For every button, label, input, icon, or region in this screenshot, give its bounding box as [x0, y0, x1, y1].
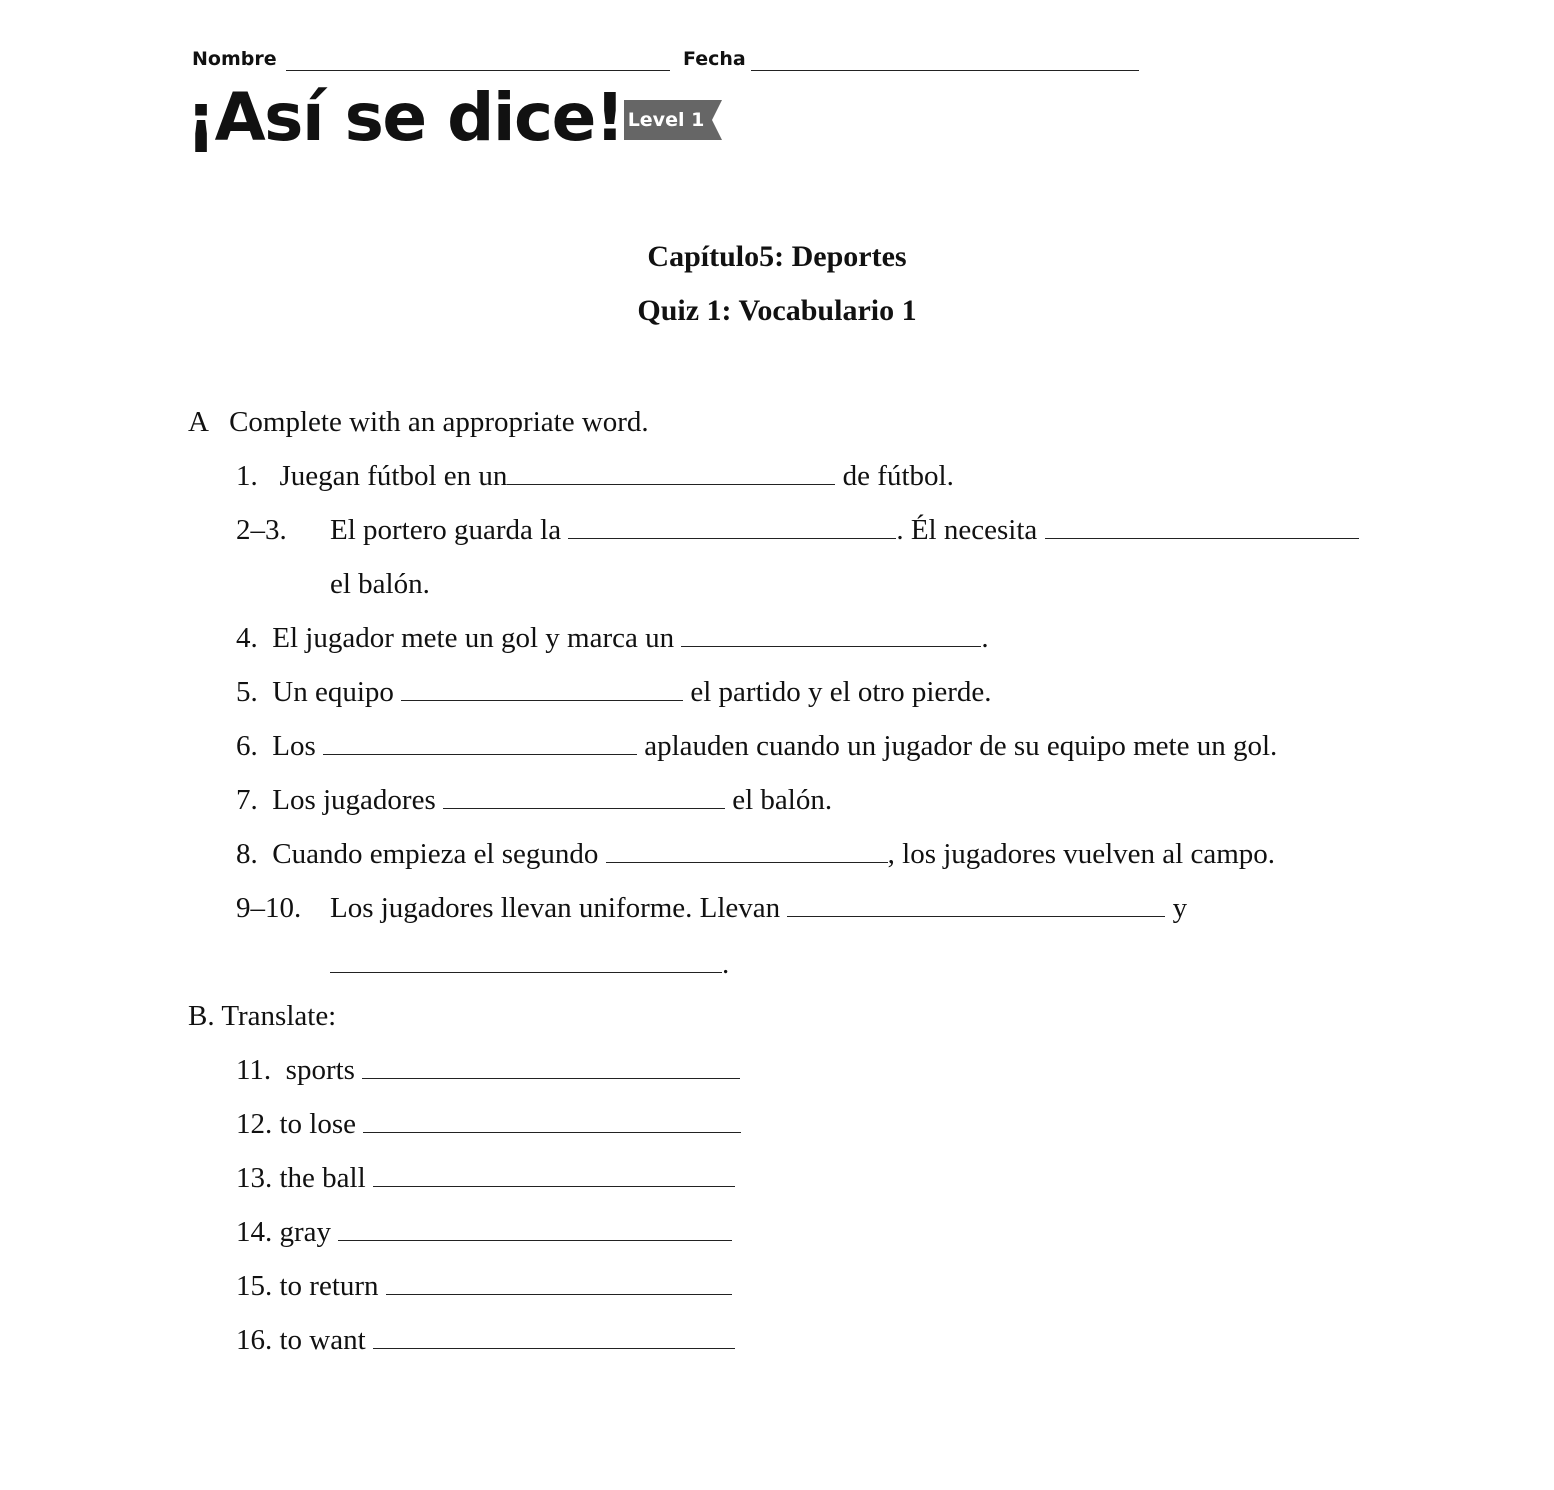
question-6: [236, 728, 1277, 764]
translate-prompt: 11. sports: [236, 1054, 363, 1086]
question-2-3: [236, 512, 287, 548]
question-text: Un equipo: [272, 676, 402, 708]
question-number: 6.: [236, 730, 258, 762]
question-text: .: [981, 622, 989, 654]
question-2-3-text: [330, 512, 1359, 548]
answer-blank[interactable]: [373, 1324, 735, 1349]
level-label: Level 1: [627, 109, 705, 131]
answer-blank[interactable]: [330, 948, 722, 973]
question-9-10-text: [330, 890, 1187, 926]
answer-blank[interactable]: [338, 1216, 732, 1241]
name-field[interactable]: [286, 70, 670, 71]
answer-blank[interactable]: [386, 1270, 732, 1295]
answer-blank[interactable]: [606, 838, 888, 863]
answer-blank[interactable]: [401, 676, 683, 701]
question-text: de fútbol.: [835, 460, 954, 492]
translate-item-12: [236, 1106, 741, 1142]
question-8: [236, 836, 1275, 872]
question-text: .: [722, 948, 730, 980]
translate-item-11: [236, 1052, 740, 1088]
translate-item-13: [236, 1160, 735, 1196]
question-5: [236, 674, 992, 710]
section-b-heading: B. Translate:: [188, 1000, 337, 1032]
translate-item-15: [236, 1268, 732, 1304]
question-text: El portero guarda la: [330, 514, 569, 546]
question-1: [236, 458, 954, 494]
question-number: 7.: [236, 784, 258, 816]
translate-item-16: [236, 1322, 735, 1358]
question-4: [236, 620, 989, 656]
question-9-10-continuation: [330, 946, 729, 982]
book-logo: ¡Así se dice!: [186, 79, 624, 156]
question-text: Los: [272, 730, 323, 762]
question-number: 4.: [236, 622, 258, 654]
question-text: El jugador mete un gol y marca un: [272, 622, 682, 654]
date-field[interactable]: [751, 70, 1139, 71]
answer-blank[interactable]: [362, 1054, 740, 1079]
answer-blank[interactable]: [1045, 514, 1359, 539]
answer-blank[interactable]: [681, 622, 981, 647]
question-number: 5.: [236, 676, 258, 708]
translate-prompt: 14. gray: [236, 1216, 339, 1248]
translate-prompt: 13. the ball: [236, 1162, 373, 1194]
question-2-3-continuation: el balón.: [330, 568, 430, 600]
quiz-title: Quiz 1: Vocabulario 1: [637, 294, 917, 327]
question-7: [236, 782, 832, 818]
translate-prompt: 16. to want: [236, 1324, 373, 1356]
section-a-heading: A Complete with an appropriate word.: [188, 406, 649, 438]
answer-blank[interactable]: [373, 1162, 735, 1187]
question-number: 9–10.: [236, 892, 302, 924]
question-text: y: [1165, 892, 1188, 924]
question-text: , los jugadores vuelven al campo.: [887, 838, 1276, 870]
question-number: 8.: [236, 838, 258, 870]
question-text: el balón.: [725, 784, 833, 816]
question-text: el partido y el otro pierde.: [683, 676, 992, 708]
question-text: Los jugadores llevan uniforme. Llevan: [330, 892, 788, 924]
question-text: Los jugadores: [272, 784, 443, 816]
question-9-10: [236, 890, 301, 926]
question-number: 1.: [236, 460, 258, 492]
answer-blank[interactable]: [363, 1108, 741, 1133]
answer-blank[interactable]: [443, 784, 725, 809]
question-text: . Él necesita: [896, 514, 1045, 546]
date-label: Fecha: [683, 48, 746, 70]
chapter-title: Capítulo5: Deportes: [647, 240, 907, 273]
level-badge: [624, 100, 722, 140]
translate-prompt: 15. to return: [236, 1270, 386, 1302]
question-text: aplauden cuando un jugador de su equipo mete un gol.: [637, 730, 1278, 762]
answer-blank[interactable]: [507, 460, 835, 485]
answer-blank[interactable]: [787, 892, 1165, 917]
name-label: Nombre: [192, 48, 277, 70]
question-text: Juegan fútbol en un: [279, 460, 508, 492]
answer-blank[interactable]: [323, 730, 637, 755]
question-text: Cuando empieza el segundo: [272, 838, 606, 870]
translate-item-14: [236, 1214, 732, 1250]
question-number: 2–3.: [236, 514, 287, 546]
translate-prompt: 12. to lose: [236, 1108, 364, 1140]
answer-blank[interactable]: [568, 514, 896, 539]
